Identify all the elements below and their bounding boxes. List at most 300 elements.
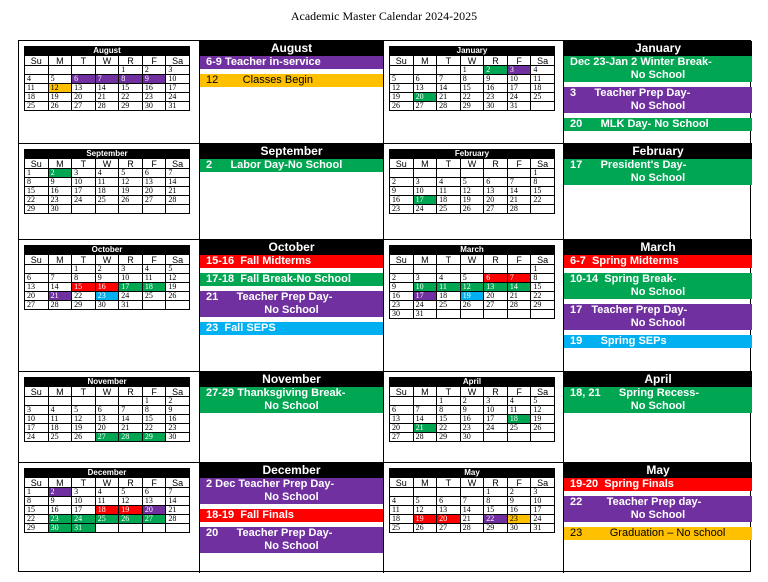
day-cell: 11 (142, 274, 166, 283)
day-cell: 6 (390, 406, 414, 415)
month-name: November (25, 378, 190, 387)
day-cell: 30 (390, 310, 414, 319)
day-cell: 22 (531, 292, 555, 301)
empty-day-cell (437, 66, 461, 75)
day-cell: 16 (48, 506, 72, 515)
day-cell: 23 (484, 93, 508, 102)
mini-calendar-table (24, 149, 190, 214)
day-cell: 1 (119, 66, 143, 75)
day-cell: 19 (72, 424, 96, 433)
event-text: 12 Classes Begin (206, 74, 313, 86)
day-cell: 31 (413, 310, 437, 319)
empty-day-cell (507, 310, 531, 319)
day-cell: 14 (95, 84, 119, 93)
day-cell: 20 (95, 424, 119, 433)
day-cell: 5 (166, 265, 190, 274)
day-cell: 4 (531, 66, 555, 75)
day-cell: 23 (390, 301, 414, 310)
events-march (564, 240, 752, 372)
day-cell: 8 (119, 75, 143, 84)
weekday-header: M (413, 159, 437, 169)
event-text: 10-14 Spring Break- (570, 273, 677, 285)
weekday-header: T (437, 478, 461, 488)
day-cell: 29 (460, 102, 484, 111)
event-item (200, 478, 383, 504)
day-cell: 17 (72, 187, 96, 196)
day-cell: 10 (507, 75, 531, 84)
day-cell: 18 (95, 187, 119, 196)
day-cell: 20 (142, 187, 166, 196)
empty-day-cell (119, 524, 143, 533)
day-cell: 9 (390, 283, 414, 292)
weekday-header: F (507, 159, 531, 169)
day-cell: 8 (142, 406, 166, 415)
weekday-header: F (507, 56, 531, 66)
day-cell: 19 (390, 93, 414, 102)
mini-calendar-table (389, 149, 555, 214)
event-text: 20 MLK Day- No School (570, 118, 709, 130)
events-month-header: January (564, 41, 752, 56)
mini-calendar-table (389, 468, 555, 533)
day-cell: 1 (72, 265, 96, 274)
weekday-header: M (48, 478, 72, 488)
empty-day-cell (531, 310, 555, 319)
event-item (200, 291, 383, 317)
day-cell: 6 (25, 274, 49, 283)
day-cell: 30 (460, 433, 484, 442)
day-cell: 25 (390, 524, 414, 533)
day-cell: 7 (119, 406, 143, 415)
day-cell: 5 (119, 488, 143, 497)
day-cell: 26 (119, 515, 143, 524)
empty-day-cell (166, 301, 190, 310)
day-cell: 21 (166, 187, 190, 196)
empty-day-cell (413, 265, 437, 274)
day-cell: 2 (484, 66, 508, 75)
mini-calendar-february (384, 144, 564, 240)
day-cell: 20 (413, 93, 437, 102)
day-cell: 7 (507, 274, 531, 283)
day-cell: 1 (484, 488, 508, 497)
events-may (564, 463, 752, 573)
day-cell: 13 (25, 283, 49, 292)
weekday-header: W (95, 159, 119, 169)
day-cell: 25 (48, 433, 72, 442)
day-cell: 27 (95, 433, 119, 442)
day-cell: 23 (460, 424, 484, 433)
day-cell: 11 (390, 506, 414, 515)
day-cell: 17 (166, 84, 190, 93)
day-cell: 29 (25, 205, 49, 214)
day-cell: 30 (507, 524, 531, 533)
day-cell: 24 (413, 205, 437, 214)
event-text: 15-16 Fall Midterms (206, 255, 312, 267)
day-cell: 1 (25, 488, 49, 497)
mini-calendar-january (384, 41, 564, 144)
day-cell: 16 (507, 506, 531, 515)
day-cell: 12 (72, 415, 96, 424)
empty-day-cell (484, 265, 508, 274)
day-cell: 6 (484, 178, 508, 187)
empty-day-cell (72, 66, 96, 75)
day-cell: 16 (390, 292, 414, 301)
day-cell: 18 (48, 424, 72, 433)
empty-day-cell (460, 310, 484, 319)
event-item (564, 159, 752, 185)
event-item (200, 509, 383, 522)
day-cell: 2 (95, 265, 119, 274)
event-text: No School (630, 100, 686, 112)
day-cell: 24 (484, 424, 508, 433)
day-cell: 28 (95, 102, 119, 111)
day-cell: 2 (142, 66, 166, 75)
day-cell: 3 (413, 274, 437, 283)
event-text: 19 Spring SEPs (570, 335, 667, 347)
day-cell: 16 (484, 84, 508, 93)
day-cell: 13 (484, 283, 508, 292)
day-cell: 19 (48, 93, 72, 102)
day-cell: 10 (25, 415, 49, 424)
day-cell: 28 (166, 196, 190, 205)
weekday-header: Sa (166, 478, 190, 488)
day-cell: 2 (390, 274, 414, 283)
day-cell: 22 (460, 93, 484, 102)
day-cell: 1 (142, 397, 166, 406)
day-cell: 24 (119, 292, 143, 301)
empty-day-cell (390, 488, 414, 497)
month-name: May (390, 469, 555, 478)
empty-day-cell (95, 205, 119, 214)
empty-day-cell (142, 524, 166, 533)
day-cell: 27 (25, 301, 49, 310)
day-cell: 15 (460, 84, 484, 93)
empty-day-cell (460, 488, 484, 497)
day-cell: 28 (413, 433, 437, 442)
day-cell: 3 (413, 178, 437, 187)
day-cell: 25 (531, 93, 555, 102)
day-cell: 3 (72, 169, 96, 178)
day-cell: 17 (119, 283, 143, 292)
event-text: 17-18 Fall Break-No School (206, 273, 351, 285)
day-cell: 30 (142, 102, 166, 111)
day-cell: 14 (413, 415, 437, 424)
weekday-header: T (437, 56, 461, 66)
day-cell: 24 (413, 301, 437, 310)
day-cell: 27 (484, 301, 508, 310)
event-text: 23 Graduation – No school (570, 527, 726, 539)
day-cell: 15 (25, 506, 49, 515)
day-cell: 13 (413, 84, 437, 93)
day-cell: 3 (166, 66, 190, 75)
event-item (564, 335, 752, 348)
day-cell: 1 (531, 169, 555, 178)
day-cell: 13 (484, 187, 508, 196)
events-october (200, 240, 384, 372)
day-cell: 14 (166, 178, 190, 187)
day-cell: 26 (413, 524, 437, 533)
weekday-header: T (437, 159, 461, 169)
empty-day-cell (413, 66, 437, 75)
day-cell: 27 (413, 102, 437, 111)
day-cell: 5 (531, 397, 555, 406)
day-cell: 16 (142, 84, 166, 93)
events-month-header: September (200, 144, 383, 159)
day-cell: 15 (72, 283, 96, 292)
day-cell: 1 (437, 397, 461, 406)
weekday-header: F (142, 387, 166, 397)
day-cell: 7 (166, 488, 190, 497)
day-cell: 27 (142, 515, 166, 524)
day-cell: 25 (95, 196, 119, 205)
day-cell: 19 (460, 292, 484, 301)
weekday-header: R (484, 255, 508, 265)
day-cell: 27 (72, 102, 96, 111)
day-cell: 13 (72, 84, 96, 93)
day-cell: 11 (48, 415, 72, 424)
weekday-header: Su (25, 478, 49, 488)
day-cell: 21 (507, 196, 531, 205)
events-month-header: March (564, 240, 752, 255)
empty-day-cell (72, 205, 96, 214)
day-cell: 15 (142, 415, 166, 424)
mini-calendar-may (384, 463, 564, 573)
mini-calendar-november (19, 372, 200, 463)
event-item (200, 56, 383, 69)
day-cell: 13 (437, 506, 461, 515)
day-cell: 13 (390, 415, 414, 424)
day-cell: 21 (437, 93, 461, 102)
day-cell: 14 (507, 187, 531, 196)
event-item (564, 255, 752, 268)
event-item (564, 87, 752, 113)
day-cell: 15 (531, 187, 555, 196)
day-cell: 8 (437, 406, 461, 415)
event-text: No School (630, 400, 686, 412)
day-cell: 8 (25, 178, 49, 187)
day-cell: 10 (531, 497, 555, 506)
day-cell: 20 (437, 515, 461, 524)
day-cell: 16 (95, 283, 119, 292)
empty-day-cell (48, 397, 72, 406)
day-cell: 11 (437, 283, 461, 292)
weekday-header: Sa (531, 255, 555, 265)
day-cell: 15 (25, 187, 49, 196)
day-cell: 14 (166, 497, 190, 506)
weekday-header: R (119, 159, 143, 169)
day-cell: 17 (413, 292, 437, 301)
weekday-header: W (95, 387, 119, 397)
weekday-header: Su (390, 387, 414, 397)
day-cell: 27 (142, 196, 166, 205)
day-cell: 5 (460, 178, 484, 187)
day-cell: 28 (507, 301, 531, 310)
event-text: 23 Fall SEPS (206, 322, 276, 334)
event-text: No School (264, 540, 319, 552)
weekday-header: M (413, 387, 437, 397)
day-cell: 15 (531, 283, 555, 292)
empty-day-cell (390, 169, 414, 178)
event-item (200, 255, 383, 268)
day-cell: 9 (48, 497, 72, 506)
day-cell: 11 (95, 178, 119, 187)
weekday-header: W (95, 56, 119, 66)
day-cell: 26 (48, 102, 72, 111)
weekday-header: Sa (531, 159, 555, 169)
weekday-header: Su (25, 159, 49, 169)
page-title: Academic Master Calendar 2024-2025 (290, 9, 478, 23)
day-cell: 22 (142, 424, 166, 433)
empty-day-cell (48, 265, 72, 274)
day-cell: 4 (95, 169, 119, 178)
weekday-header: R (119, 478, 143, 488)
event-text: No School (630, 172, 686, 184)
month-name: January (390, 47, 555, 56)
weekday-header: W (460, 387, 484, 397)
weekday-header: T (72, 255, 96, 265)
month-name: August (25, 47, 190, 56)
weekday-header: Sa (531, 478, 555, 488)
day-cell: 21 (413, 424, 437, 433)
empty-day-cell (119, 397, 143, 406)
day-cell: 25 (507, 424, 531, 433)
empty-day-cell (413, 397, 437, 406)
event-item (564, 56, 752, 82)
day-cell: 16 (390, 196, 414, 205)
day-cell: 19 (119, 187, 143, 196)
day-cell: 5 (413, 497, 437, 506)
weekday-header: Su (25, 387, 49, 397)
day-cell: 20 (72, 93, 96, 102)
event-item (564, 496, 752, 522)
event-text: 19-20 Spring Finals (570, 478, 674, 490)
empty-day-cell (48, 66, 72, 75)
day-cell: 15 (484, 506, 508, 515)
event-text: 18-19 Fall Finals (206, 509, 295, 521)
day-cell: 27 (437, 524, 461, 533)
day-cell: 4 (25, 75, 49, 84)
event-item (564, 478, 752, 491)
day-cell: 19 (166, 283, 190, 292)
day-cell: 10 (413, 283, 437, 292)
day-cell: 14 (507, 283, 531, 292)
day-cell: 29 (119, 102, 143, 111)
event-text: No School (630, 286, 686, 298)
day-cell: 31 (531, 524, 555, 533)
day-cell: 28 (437, 102, 461, 111)
empty-day-cell (142, 205, 166, 214)
day-cell: 7 (460, 497, 484, 506)
day-cell: 20 (142, 506, 166, 515)
day-cell: 30 (48, 524, 72, 533)
day-cell: 30 (484, 102, 508, 111)
day-cell: 6 (72, 75, 96, 84)
empty-day-cell (119, 205, 143, 214)
event-text: 6-7 Spring Midterms (570, 255, 679, 267)
month-name: April (390, 378, 555, 387)
day-cell: 12 (460, 187, 484, 196)
day-cell: 1 (25, 169, 49, 178)
day-cell: 24 (25, 433, 49, 442)
mini-calendar-october (19, 240, 200, 372)
day-cell: 16 (460, 415, 484, 424)
day-cell: 9 (142, 75, 166, 84)
day-cell: 25 (25, 102, 49, 111)
day-cell: 27 (390, 433, 414, 442)
day-cell: 16 (48, 187, 72, 196)
day-cell: 7 (166, 169, 190, 178)
empty-day-cell (437, 169, 461, 178)
day-cell: 26 (460, 301, 484, 310)
day-cell: 26 (72, 433, 96, 442)
day-cell: 9 (460, 406, 484, 415)
day-cell: 8 (531, 178, 555, 187)
day-cell: 5 (48, 75, 72, 84)
day-cell: 5 (460, 274, 484, 283)
weekday-header: M (48, 387, 72, 397)
event-text: 20 Teacher Prep Day- (206, 527, 333, 539)
day-cell: 20 (484, 196, 508, 205)
event-text: No School (630, 317, 686, 329)
empty-day-cell (413, 169, 437, 178)
day-cell: 8 (531, 274, 555, 283)
day-cell: 18 (531, 84, 555, 93)
day-cell: 4 (142, 265, 166, 274)
day-cell: 17 (25, 424, 49, 433)
weekday-header: R (119, 56, 143, 66)
weekday-header: W (460, 255, 484, 265)
day-cell: 7 (437, 75, 461, 84)
day-cell: 25 (437, 205, 461, 214)
empty-day-cell (531, 102, 555, 111)
day-cell: 18 (390, 515, 414, 524)
day-cell: 3 (119, 265, 143, 274)
empty-day-cell (95, 524, 119, 533)
empty-day-cell (507, 169, 531, 178)
day-cell: 23 (95, 292, 119, 301)
day-cell: 17 (72, 506, 96, 515)
events-month-header: February (564, 144, 752, 159)
day-cell: 9 (48, 178, 72, 187)
mini-calendar-march (384, 240, 564, 372)
day-cell: 26 (119, 196, 143, 205)
empty-day-cell (531, 205, 555, 214)
day-cell: 26 (460, 205, 484, 214)
day-cell: 10 (413, 187, 437, 196)
weekday-header: Sa (166, 387, 190, 397)
day-cell: 26 (166, 292, 190, 301)
weekday-header: T (72, 387, 96, 397)
empty-day-cell (72, 397, 96, 406)
day-cell: 15 (437, 415, 461, 424)
day-cell: 25 (437, 301, 461, 310)
day-cell: 5 (119, 169, 143, 178)
event-text: Dec 23-Jan 2 Winter Break- (570, 56, 712, 68)
empty-day-cell (460, 169, 484, 178)
event-text: 2 Dec Teacher Prep Day- (206, 478, 335, 490)
day-cell: 9 (507, 497, 531, 506)
day-cell: 2 (390, 178, 414, 187)
empty-day-cell (95, 397, 119, 406)
day-cell: 24 (166, 93, 190, 102)
empty-day-cell (390, 397, 414, 406)
weekday-header: M (48, 56, 72, 66)
weekday-header: R (484, 387, 508, 397)
mini-calendar-table (24, 468, 190, 533)
mini-calendar-table (389, 46, 555, 111)
weekday-header: M (48, 159, 72, 169)
day-cell: 18 (437, 196, 461, 205)
day-cell: 18 (95, 506, 119, 515)
